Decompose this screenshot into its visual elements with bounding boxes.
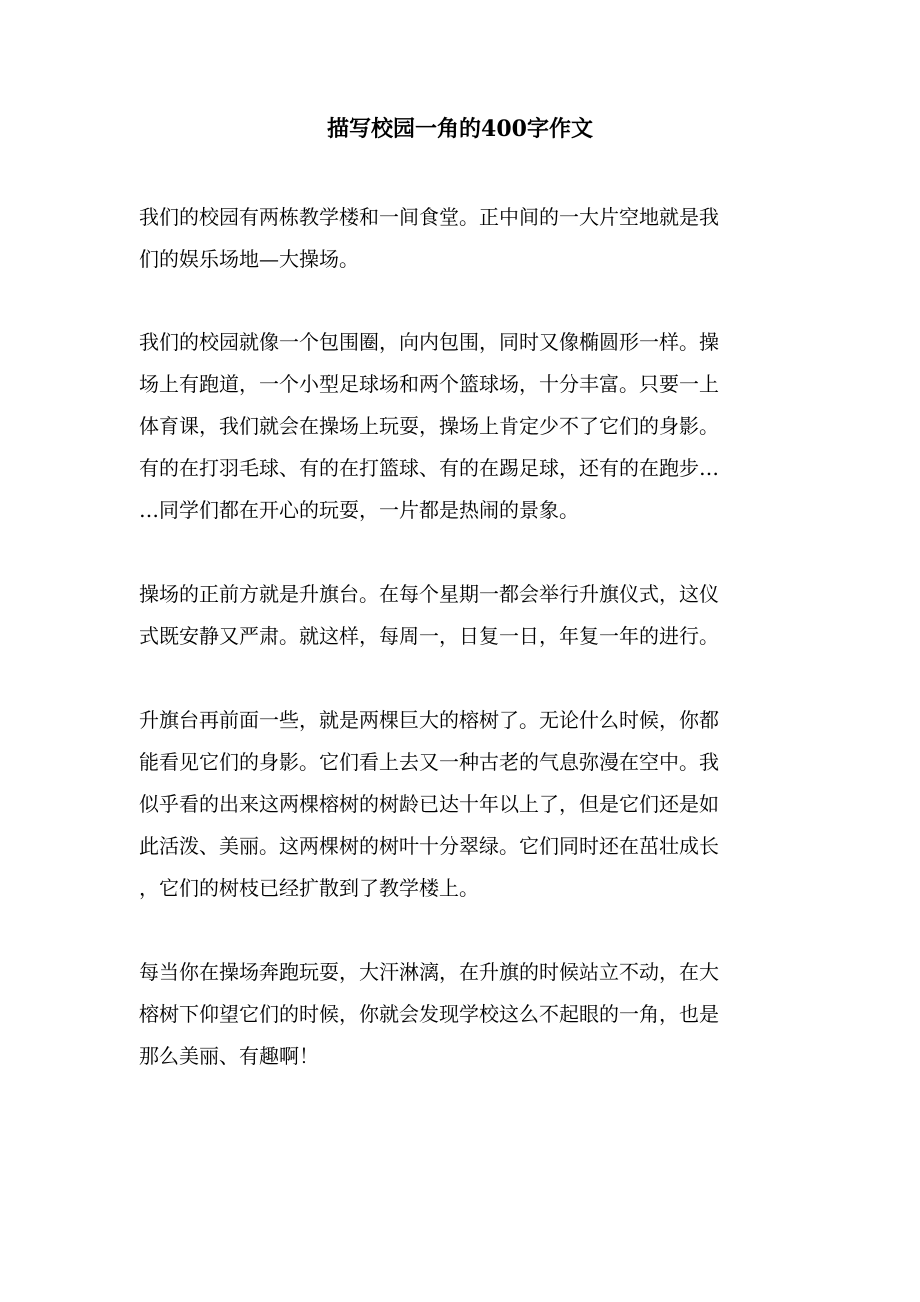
paragraph-line: 体育课，我们就会在操场上玩耍，操场上肯定少不了它们的身影。 (139, 414, 719, 438)
paragraph-1 (139, 196, 773, 280)
paragraph-line: 有的在打羽毛球、有的在打篮球、有的在踢足球，还有的在跑步… (139, 456, 719, 480)
paragraph-line: 我们的校园有两栋教学楼和一间食堂。正中间的一大片空地就是我 (139, 205, 719, 229)
paragraph-line: ，它们的树枝已经扩散到了教学楼上。 (139, 876, 479, 900)
paragraph-line: 每当你在操场奔跑玩耍，大汗淋漓，在升旗的时候站立不动，在大 (139, 960, 719, 984)
paragraph-line: 式既安静又严肃。就这样，每周一，日复一日，年复一年的进行。 (139, 624, 719, 648)
paragraph-2 (139, 321, 773, 531)
paragraph-line: 榕树下仰望它们的时候，你就会发现学校这么不起眼的一角，也是 (139, 1002, 719, 1026)
paragraph-line: 我们的校园就像一个包围圈，向内包围，同时又像椭圆形一样。操 (139, 330, 719, 354)
paragraph-4 (139, 699, 773, 909)
document-title: 描写校园一角的400字作文 (327, 116, 593, 142)
paragraph-3 (139, 573, 773, 657)
paragraph-line: 能看见它们的身影。它们看上去又一种古老的气息弥漫在空中。我 (139, 750, 719, 774)
paragraph-line: 此活泼、美丽。这两棵树的树叶十分翠绿。它们同时还在茁壮成长 (139, 834, 719, 858)
paragraph-line: 场上有跑道，一个小型足球场和两个篮球场，十分丰富。只要一上 (139, 372, 719, 396)
paragraph-line: 似乎看的出来这两棵榕树的树龄已达十年以上了，但是它们还是如 (139, 792, 719, 816)
paragraph-line: 操场的正前方就是升旗台。在每个星期一都会举行升旗仪式，这仪 (139, 582, 719, 606)
paragraph-line: 升旗台再前面一些，就是两棵巨大的榕树了。无论什么时候，你都 (139, 708, 719, 732)
paragraph-line: 们的娱乐场地—大操场。 (139, 247, 359, 271)
paragraph-line: …同学们都在开心的玩耍，一片都是热闹的景象。 (139, 498, 579, 522)
paragraph-line: 那么美丽、有趣啊！ (139, 1044, 319, 1068)
paragraph-5 (139, 951, 773, 1077)
